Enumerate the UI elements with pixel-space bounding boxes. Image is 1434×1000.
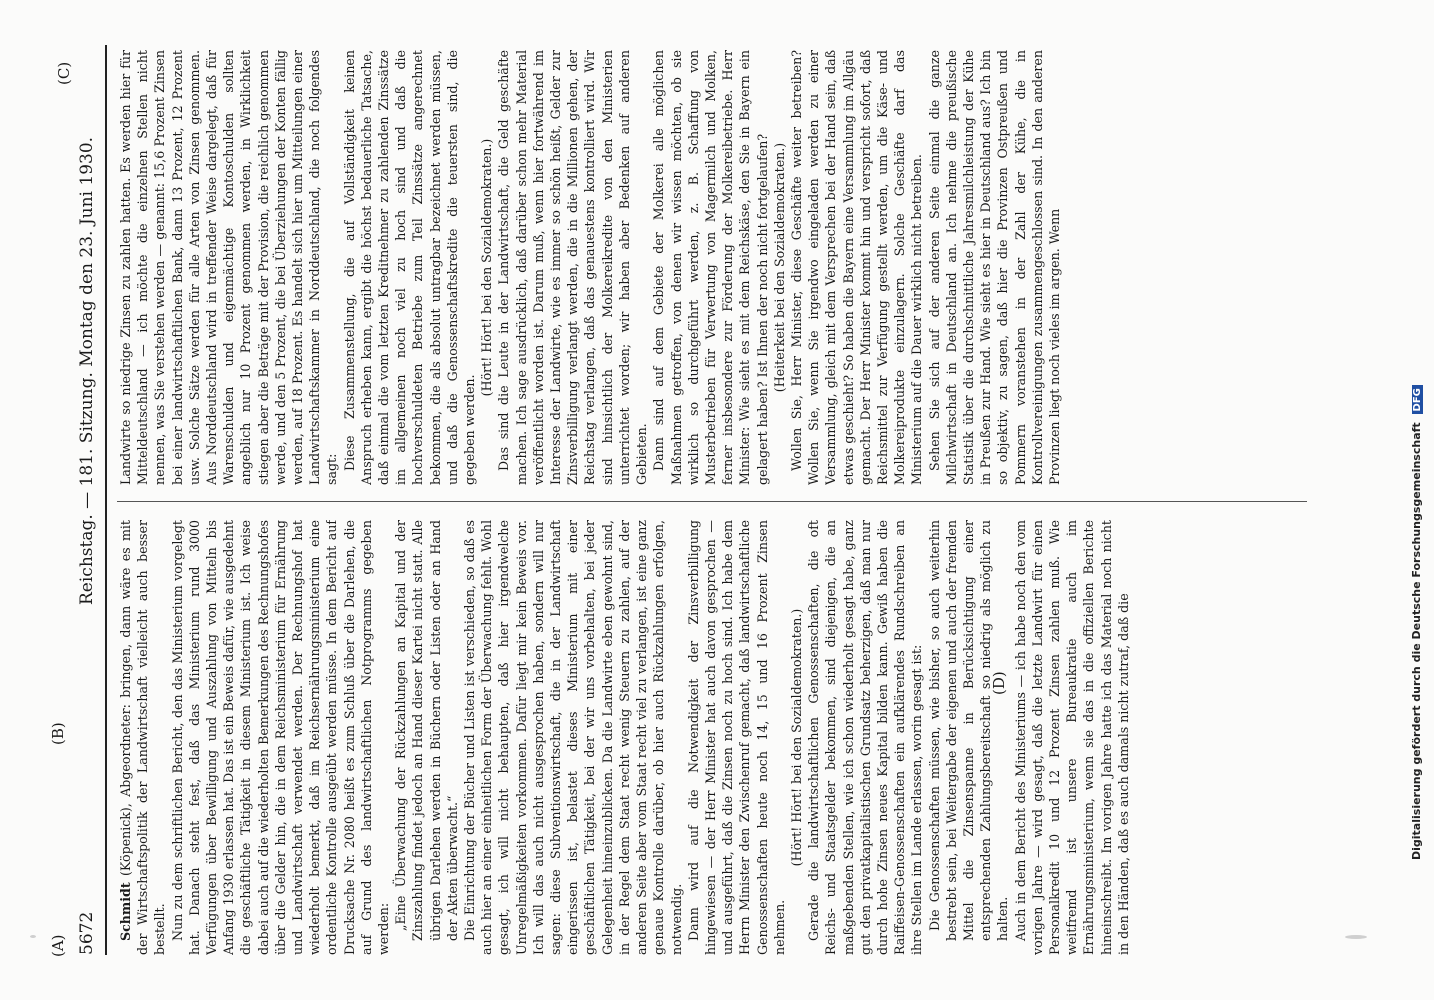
paragraph-text: Die Einrichtung der Bücher und Listen ist verschieden, so daß es auch hier an einer einheitlichen Form der Überwachung fehlt. Wohl gesagt, ich will nicht behaupten, daß hier irgendwelche Unregelmäßigkeiten vorkommen. Dafür liegt mir kein Beweis vor. Ich will das auch nicht ausgesprochen haben, sondern will nur sagen: diese Subventionswirtschaft, die in der Landwirtschaft eingerissen ist, belastet dieses Ministerium mit einer geschäftlichen Tätigkeit, bei der wir uns vorbehalten, bei jeder Gelegenheit hineinzublicken. Da die Landwirte eben gewohnt sind, in der Regel dem Staat recht wenig Steuern zu zahlen, auf der anderen Seite aber vom Staat recht viel zu verlangen, ist eine ganz genaue Kontrolle darüber, ob hier auch Rückzahlungen erfolgen, notwendig. [462, 520, 684, 955]
quotation [926, 520, 1012, 941]
scan-speck [30, 935, 36, 938]
paragraph-text: Gerade die landwirtschaftlichen Genossenschaften, die oft Reichs- und Staatsgelder bekommen, sind diejenigen, die an maßgebenden Stellen, wie ich schon wiederholt gesagt habe, ganz gut den privatkapitalistischen Grundsatz beherzigen, daß man nur durch hohe Zinsen neues Kapital bilden kann. Gewiß haben die Raiffeisen-Genossenschaften ein aufklärendes Rundschreiben an ihre Stellen im Lande erlassen, worin gesagt ist: [806, 520, 925, 955]
paragraph-text: Dann wird auf die Notwendigkeit der Zinsverbilligung hingewiesen — der Herr Minister hat auch davon gesprochen — und ausgeführt, daß die Zinsen noch zu hoch sind. Ich habe dem Herrn Minister den Zwischenruf gemacht, daß landwirtschaftliche Genossenschaften heute noch 14, 15 und 16 Prozent Zinsen nehmen. [685, 520, 787, 955]
column-divider [117, 501, 1307, 502]
header-rule [105, 45, 107, 955]
rotated-page-content [49, 35, 1375, 957]
paragraph [495, 50, 650, 485]
running-head: Reichstag. — 181. Sitzung. Montag den 23. Juni 1930. [77, 136, 97, 605]
paragraph-text: Nun zu dem schriftlichen Bericht, den das Ministerium vorgelegt hat. Danach steht fest, daß das Ministerium rund 3000 Verfügungen über Bewilligung und Auszahlung von Mitteln bis Anfang 1930 erlassen hat. Das ist ein Beweis dafür, wie ausgedehnt die geschäftliche Tätigkeit in diesem Ministerium ist. Ich weise dabei auch auf die wiederholten Bemerkungen des Rechnungshofes über die Gelder hin, die in dem Reichsministerium für Ernährung und Landwirtschaft verwendet werden. Der Rechnungshof hat wiederholt bemerkt, daß im Reichsernährungsministerium eine ordentliche Kontrolle ausgeübt werden müsse. In dem Bericht auf Drucksache Nr. 2080 heißt es zum Schluß über die Darlehen, die auf Grund des landwirtschaftlichen Notprogramms gegeben werden: [169, 520, 392, 955]
interjection [788, 520, 805, 955]
paragraph-text: (Hört! Hört! bei den Sozialdemokraten.) [479, 138, 495, 397]
paragraph-text: Sehen Sie sich auf der anderen Seite einmal die ganze Milchwirtschaft in Deutschland an. Ich nehme die preußische Statistik über die durchschnittliche Jahresmilchleistung der Kühe in Preußen zur Hand. Wie sieht es hier in Deutschland aus? Ich bin so objektiv, zu sagen, daß hier die Provinzen Ostpreußen und Pommern voranstehen in der Zahl der Kühe, die in Kontrollvereinigungen zusammengeschlossen sind. In den anderen Provinzen liegt noch vieles im argen. Wenn [926, 50, 1062, 485]
paragraph [926, 50, 1064, 485]
page-number: 5672 [77, 911, 97, 955]
dfg-watermark-text: Digitalisierung gefördert durch die Deutsche Forschungsgemeinschaft [1410, 422, 1423, 860]
paragraph [117, 520, 169, 955]
paragraph [1012, 520, 1132, 955]
paragraph-text: Wollen Sie, Herr Minister, diese Geschäfte weiter betreiben? Wollen Sie, wenn Sie irgendwo eingeladen werden zu einer Versammlung, gleich mit dem Versprechen bei der Hand sein, daß etwas geschieht? So haben die Bayern eine Versammlung im Allgäu gemacht. Der Herr Minister kommt hin und verspricht sofort, daß Reichsmittel zur Verfügung gestellt werden, um die Käse- und Molkereiprodukte einzulagern. Solche Geschäfte darf das Ministerium auf die Dauer wirklich nicht betreiben. [788, 50, 925, 485]
paragraph-text: Dann sind auf dem Gebiete der Molkerei alle möglichen Maßnahmen getroffen, von denen wir wissen möchten, ob sie wirklich so durchgeführt werden, z. B. Schaffung von Musterbetrieben für Verwertung von Magermilch und Molken, ferner insbesondere zur Förderung der Molkereibetriebe. Herr Minister: Wie sieht es mit dem Reichskäse, den Sie in Bayern ein gelagert haben? Ist Ihnen der noch nicht fortgelaufen? [651, 50, 770, 485]
dfg-logo-icon: DFG [1412, 385, 1423, 414]
paragraph [685, 520, 788, 955]
right-column [117, 50, 1307, 485]
speaker-name: Schmidt [118, 882, 133, 941]
page-header [75, 45, 105, 955]
quotation [392, 520, 461, 941]
paragraph [461, 520, 685, 955]
paragraph-text: Landwirte so niedrige Zinsen zu zahlen hatten. Es werden hier für Mitteldeutschland — ich möchte die einzelnen Stellen nicht nennen, was Sie verstehen werden — genannt: 15,6 Prozent Zinsen bei einer landwirtschaftlichen Bank, dann 13 Prozent, 12 Prozent usw. Solche Sätze werden für alle Arten von Zinsen genommen. Aus Norddeutschland wird in treffender Weise dargelegt, daß für Warenschulden und eigenmächtige Kontoschulden sollten angeblich nur 10 Prozent genommen werden, in Wirklichkeit stiegen aber die Beträge mit der Provision, die reichlich genommen werde, und den 5 Prozent, die bei Überziehungen der Konten fällig werden, auf 18 Prozent. Es handelt sich hier um Mitteilungen einer Landwirtschaftskammer in Norddeutschland, die noch folgendes sagt: [118, 50, 340, 485]
left-column [117, 520, 1307, 955]
scan-speck [1345, 935, 1367, 939]
margin-mark-a: (A) [49, 934, 67, 957]
dfg-watermark [1410, 385, 1423, 860]
paragraph-text: Auch in dem Bericht des Ministeriums — ich habe noch den vom vorigen Jahre — wird gesagt, daß die letzte Landwirt für einen Personalkredit 10 und 12 Prozent Zinsen zahlen muß. Wie weitfremd ist unsere Bureaukratie auch im Ernährungsministerium, wenn sie das in die offiziellen Berichte hineinschreibt. Im vorigen Jahre hatte ich das Material noch nicht in den Händen, daß es auch damals nicht zutraf, daß die [1012, 520, 1131, 955]
paragraph-text: „Eine Überwachung der Rückzahlungen an Kapital und der Zinszahlung findet jedoch an Hand dieser Kartei nicht statt. Alle übrigen Darlehen werden in Büchern oder Listen oder an Hand der Akten überwacht.“ [393, 520, 460, 941]
paragraph [650, 50, 770, 485]
paragraph [341, 50, 479, 485]
paragraph-text: (Heiterkeit bei den Sozialdemokraten.) [771, 142, 787, 393]
paragraph-text: Die Genossenschaften müssen, wie bisher, so auch weiterhin bestrebt sein, bei Weitergabe der eigenen und auch der fremden Mittel die Zinsenspanne in Berücksichtigung einer entsprechenden Zahlungsbereitschaft so niedrig als möglich zu halten. [926, 520, 1011, 941]
paragraph [805, 520, 925, 955]
paragraph-text: Diese Zusammenstellung, die auf Vollständigkeit keinen Anspruch erheben kann, ergibt die höchst bedauerliche Tatsache, daß einmal die vom letzten Kreditnehmer zu zahlenden Zinssätze im allgemeinen noch viel zu hoch sind und daß die hochverschuldeten Betriebe zum Teil Zinssätze angerechnet bekommen, die als absolut untragbar bezeichnet werden müssen, und daß die Genossenschaftskredite die teuersten sind, die gegeben werden. [341, 50, 478, 485]
interjection [478, 50, 495, 485]
interjection [771, 50, 788, 485]
margin-mark-d: (D) [990, 671, 1008, 695]
paragraph-text: (Köpenick), Abgeordneter: bringen, dann wäre es mit der Wirtschaftspolitik der Landwirtschaft vielleicht auch besser bestellt. [118, 520, 168, 955]
paragraph-text: (Hört! Hört! bei den Sozialdemokraten.) [788, 608, 804, 867]
paragraph [788, 50, 926, 485]
margin-mark-c: (C) [55, 61, 73, 85]
paragraph [169, 520, 393, 955]
paragraph [117, 50, 341, 485]
paragraph-text: Das sind die Leute in der Landwirtschaft, die Geld geschäfte machen. Ich sage ausdrücklich, daß darüber schon mehr Material veröffentlicht worden ist. Darum muß, wenn hier fortwährend im Interesse der Landwirte, wie es immer so schön heißt, Gelder zur Zinsverbilligung verlangt werden, die in die Millionen gehen, der Reichstag verlangen, daß das genauestens kontrolliert wird. Wir sind hinsichtlich der Molkereikredite von den Ministerien unterrichtet worden; wir haben aber Bedenken auf anderen Gebieten. [496, 50, 650, 485]
margin-mark-b: (B) [49, 722, 67, 745]
